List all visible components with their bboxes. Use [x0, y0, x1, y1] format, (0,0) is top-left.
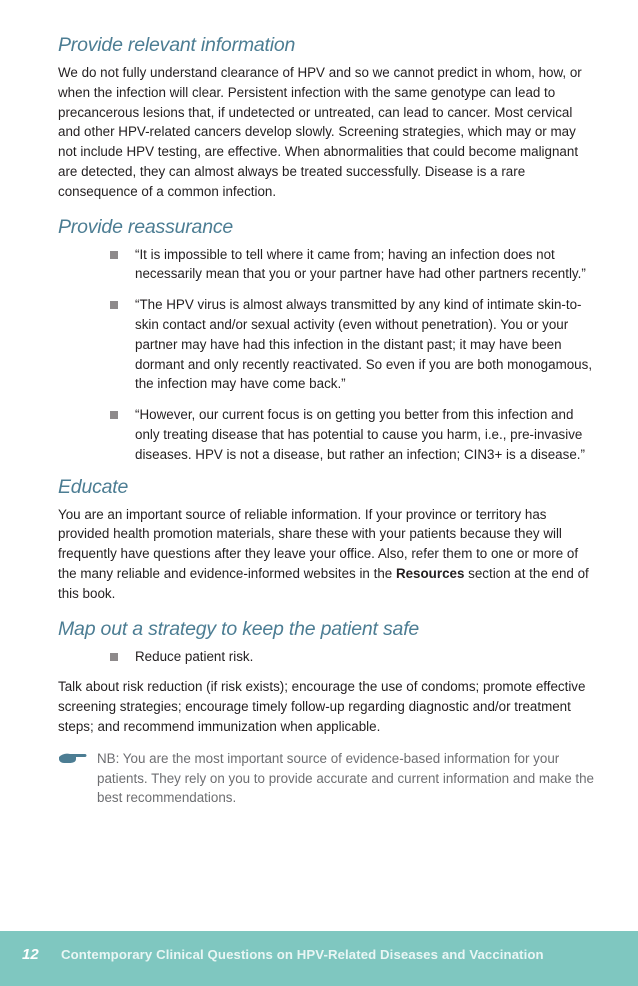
list-item-text: Reduce patient risk.	[135, 648, 254, 664]
resources-reference: Resources	[395, 565, 465, 581]
page-footer	[0, 931, 638, 986]
strategy-text: Talk about risk reduction (if risk exists); encourage the use of condoms; promote effective screening strategies; encourage timely follow-up regarding diagnostic and/or treatment steps; and recommend immunization when applicable.	[58, 679, 586, 734]
educate-text-end: section at the end of this book.	[58, 565, 589, 601]
list-item-text: “However, our current focus is on getting you better from this infection and only treating disease that has potential to cause you harm, i.e., pre-invasive diseases. HPV is not a disease, but rather an infection; CIN3+ is a disease.”	[135, 407, 585, 462]
list-item	[110, 405, 598, 464]
page-content	[58, 34, 598, 808]
heading-relevant-information: Provide relevant information	[58, 34, 296, 56]
book-title: Contemporary Clinical Questions on HPV-Related Diseases and Vaccination	[61, 947, 544, 962]
list-item	[110, 295, 598, 394]
pointing-hand-icon	[58, 751, 88, 765]
bullet-square-icon	[110, 251, 118, 259]
section-reassurance	[58, 216, 598, 465]
list-item	[110, 245, 598, 285]
section-educate	[58, 476, 598, 604]
bullet-square-icon	[110, 653, 118, 661]
relevant-information-text: We do not fully understand clearance of HPV and so we cannot predict in whom, how, or when the infection will clear. Persistent infection with the same genotype can lead to precancerous lesions that, if undetected or untreated, can lead to cancer. Most cervical and other HPV-related cancers develop slowly. Screening strategies, which may or may not include HPV testing, are effective. When abnormalities that could become malignant are detected, they can almost always be treated successfully. Disease is a rare consequence of a common infection.	[58, 65, 582, 199]
educate-text	[58, 505, 598, 604]
list-item-text: “The HPV virus is almost always transmitted by any kind of intimate skin-to-skin contact and/or sexual activity (even without penetration). You or your partner may have had this infection in the distant past; it may have been dormant and only recently reactivated. So even if you are both monogamous, the infection may have come back.”	[135, 297, 593, 392]
heading-educate: Educate	[58, 475, 129, 498]
bullet-square-icon	[110, 411, 118, 419]
educate-text-start: You are an important source of reliable information. If your province or territory has provided health promotion materials, share these with your patients because they will frequently have questions after they leave your office. Also, refer them to one or more of the many reliable and evidence-informed websites in the	[58, 506, 579, 581]
reassurance-list	[58, 245, 598, 465]
list-item-text: “It is impossible to tell where it came from; having an infection does not necessarily mean that you or your partner have had other partners recently.”	[135, 246, 586, 282]
list-item	[110, 647, 598, 667]
section-relevant-information	[58, 34, 598, 202]
bullet-square-icon	[110, 301, 118, 309]
strategy-list	[58, 647, 598, 667]
section-strategy	[58, 618, 598, 737]
page-number: 12	[22, 946, 39, 963]
nb-note	[58, 749, 598, 808]
heading-strategy: Map out a strategy to keep the patient safe	[58, 617, 420, 640]
heading-reassurance: Provide reassurance	[58, 215, 234, 238]
nb-note-text: NB: You are the most important source of evidence-based information for your patients. They rely on you to provide accurate and current information and make the best recommendations.	[97, 750, 594, 806]
